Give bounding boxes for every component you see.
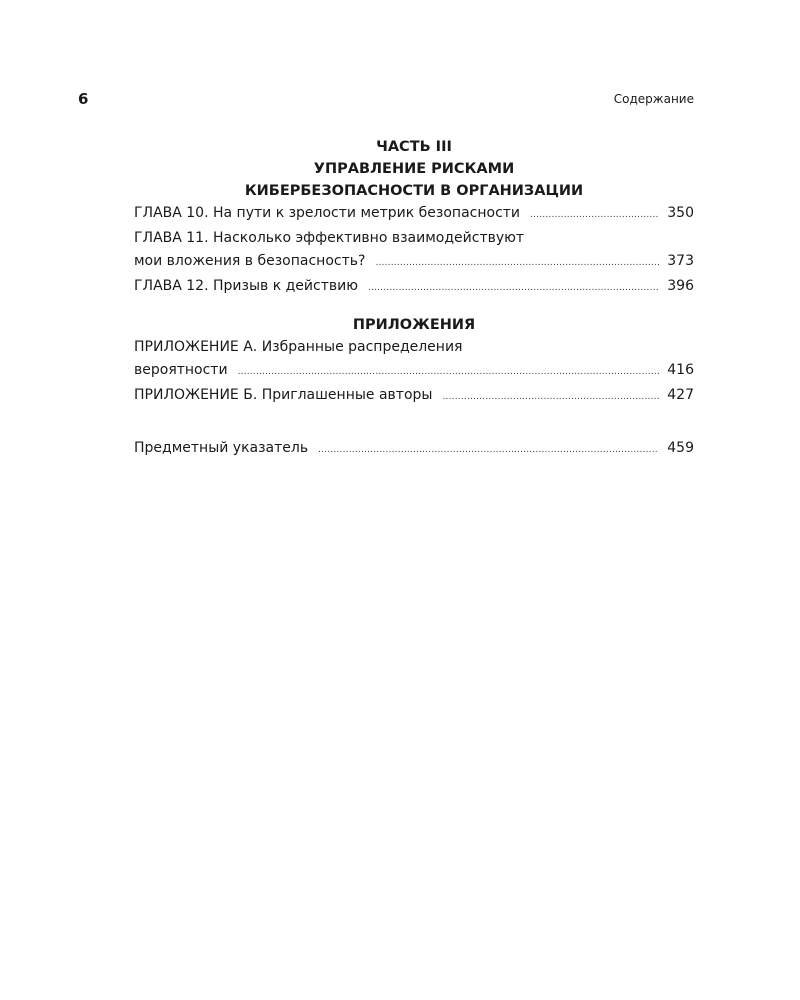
appendix-b-page: 427 [667,387,694,403]
chapter-10-page: 350 [667,205,694,221]
chapter-10-title: ГЛАВА 10. На пути к зрелости метрик безопасности [134,205,521,221]
table-of-contents [134,136,694,462]
part-3-title-line-2: КИБЕРБЕЗОПАСНОСТИ В ОРГАНИЗАЦИИ [244,183,584,199]
appendix-a-title-line-2: вероятности [134,362,228,378]
appendix-a-title-line-1: ПРИЛОЖЕНИЕ А. Избранные распределения [134,339,463,355]
part-3-heading [134,136,694,202]
running-title: Содержание [613,92,694,106]
appendix-b-title: ПРИЛОЖЕНИЕ Б. Приглашенные авторы [134,387,433,403]
index-page: 459 [667,440,694,456]
toc-entry-appendix-b[interactable] [134,384,694,409]
chapter-11-title-line-1: ГЛАВА 11. Насколько эффективно взаимодействуют [134,230,525,246]
dot-leader [238,361,660,384]
dot-leader [375,252,659,275]
toc-entry-appendix-a[interactable] [134,336,694,384]
dot-leader [318,439,659,462]
toc-entry-chapter-10[interactable] [134,202,694,227]
part-3-title-line-1: УПРАВЛЕНИЕ РИСКАМИ [313,161,515,177]
dot-leader [442,386,659,409]
toc-entry-chapter-11[interactable] [134,227,694,275]
chapter-12-title: ГЛАВА 12. Призыв к действию [134,278,358,294]
chapter-11-page: 373 [667,253,694,269]
dot-leader [368,277,659,300]
page-number: 6 [78,90,89,108]
toc-entry-chapter-12[interactable] [134,275,694,300]
appendix-a-page: 416 [667,362,694,378]
part-3-label: ЧАСТЬ III [376,139,452,155]
appendices-heading: ПРИЛОЖЕНИЯ [352,317,476,333]
dot-leader [530,204,659,227]
chapter-12-page: 396 [667,278,694,294]
toc-entry-index[interactable] [134,437,694,462]
index-title: Предметный указатель [134,440,309,456]
chapter-11-title-line-2: мои вложения в безопасность? [134,253,366,269]
